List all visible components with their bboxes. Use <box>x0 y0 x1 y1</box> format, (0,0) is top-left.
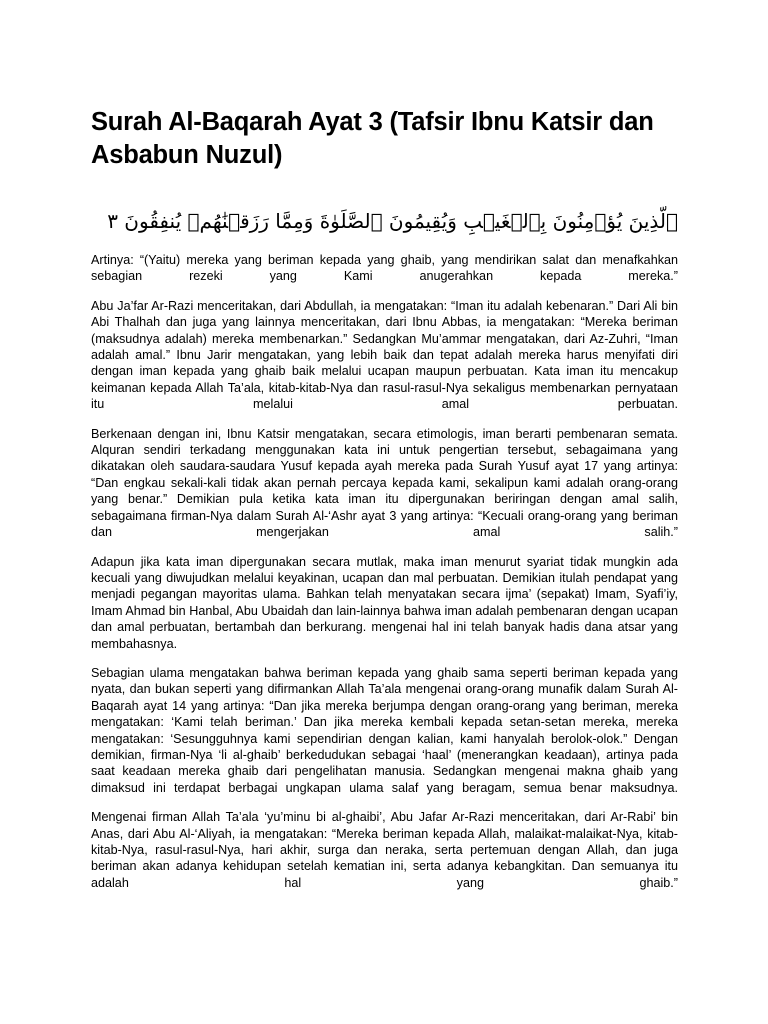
paragraph-abu-jafar: Abu Ja’far Ar-Razi menceritakan, dari Abdullah, ia mengatakan: “Iman itu adalah kebenaran.” Dari Ali bin Abi Thalhah dan juga yang lainnya menceritakan, dari Ibnu Abbas, ia mengatakan: “Mereka beriman (maksudnya adalah) mereka membenarkan.” Sedangkan Mu’ammar mengatakan, dari Az-Zuhri, “Iman adalah amal.” Ibnu Jarir mengatakan, yang lebih baik dan tepat adalah mereka harus menyifati diri dengan iman kepada yang ghaib baik melalui ucapan maupun perbuatan. Kata iman itu mencakup keimanan kepada Allah Ta’ala, kitab-kitab-Nya dan rasul-rasul-Nya sekaligus membenarkan pernyataan itu melalui amal perbuatan. <box>91 298 678 412</box>
paragraph-mutlak: Adapun jika kata iman dipergunakan secara mutlak, maka iman menurut syariat tidak mungkin ada kecuali yang diwujudkan melalui keyakinan, ucapan dan mal perbuatan. Demikian itulah pendapat yang menjadi pegangan mayoritas ulama. Bahkan telah menyatakan secara ijma’ (sepakat) Imam, Syafi’iy, Imam Ahmad bin Hanbal, Abu Ubaidah dan lain-lainnya bahwa iman adalah pembenaran dengan ucapan dan amal perbuatan, bertambah dan berkurang. mengenai hal ini telah banyak hadis dana atsar yang membahasnya. <box>91 554 678 651</box>
paragraph-ulama: Sebagian ulama mengatakan bahwa beriman kepada yang ghaib sama seperti beriman kepada yang nyata, dan bukan seperti yang difirmankan Allah Ta’ala mengenai orang-orang munafik dalam Surah Al-Baqarah ayat 14 yang artinya: “Dan jika mereka berjumpa dengan orang-orang yang beriman, mereka mengatakan: ‘Kami telah beriman.’ Dan jika mereka kembali kepada setan-setan mereka, mereka mengatakan: ‘Sesungguhnya kami sependirian dengan kalian, kami hanyalah berolok-olok.” Dengan demikian, firman-Nya ‘li al-ghaib’ berkedudukan sebagai ‘haal’ (menerangkan keadaan), artinya pada saat keadaan mereka ghaib dari pengelihatan manusia. Sedangkan mengenai makna ghaib yang dimaksud ini terdapat berbagai ungkapan ulama salaf yang beragam, semua benar maksudnya. <box>91 665 678 795</box>
paragraph-translation: Artinya: “(Yaitu) mereka yang beriman kepada yang ghaib, yang mendirikan salat dan menafkahkan sebagian rezeki yang Kami anugerahkan kepada mereka.” <box>91 253 678 284</box>
document-body <box>91 252 678 891</box>
ayah-arabic-text: ٱلَّذِينَ يُؤۡمِنُونَ بِٱلۡغَيۡبِ وَيُقِيمُونَ ٱلصَّلَوٰةَ وَمِمَّا رَزَقۡنَٰهُمۡ يُنفِقُونَ ٣ <box>107 209 678 233</box>
document-title: Surah Al-Baqarah Ayat 3 (Tafsir Ibnu Katsir dan Asbabun Nuzul) <box>91 108 654 169</box>
paragraph-firman: Mengenai firman Allah Ta’ala ‘yu’minu bi al-ghaibi’, Abu Jafar Ar-Razi menceritakan, dari Ar-Rabi’ bin Anas, dari Abu Al-‘Aliyah, ia mengatakan: “Mereka beriman kepada Allah, malaikat-malaikat-Nya, kitab-kitab-Nya, rasul-rasul-Nya, hari akhir, surga dan neraka, serta pertemuan dengan Allah, dan juga beriman akan adanya kehidupan setelah kematian ini, serta adanya kebangkitan. Dan semuanya itu adalah hal yang ghaib.” <box>91 810 678 890</box>
paragraph-etimologis: Berkenaan dengan ini, Ibnu Katsir mengatakan, secara etimologis, iman berarti pembenaran semata. Alquran sendiri terkadang menggunakan kata ini untuk pengertian tersebut, sebagaimana yang dikatakan oleh saudara-saudara Yusuf kepada ayah mereka pada Surah Yusuf ayat 17 yang artinya: “Dan engkau sekali-kali tidak akan pernah percaya kepada kami, sekalipun kami adalah orang-orang yang benar.” Demikian pula ketika kata iman itu dipergunakan beriringan dengan amal salih, sebagaimana firman-Nya dalam Surah Al-‘Ashr ayat 3 yang artinya: “Kecuali orang-orang yang beriman dan mengerjakan amal salih.” <box>91 426 678 540</box>
